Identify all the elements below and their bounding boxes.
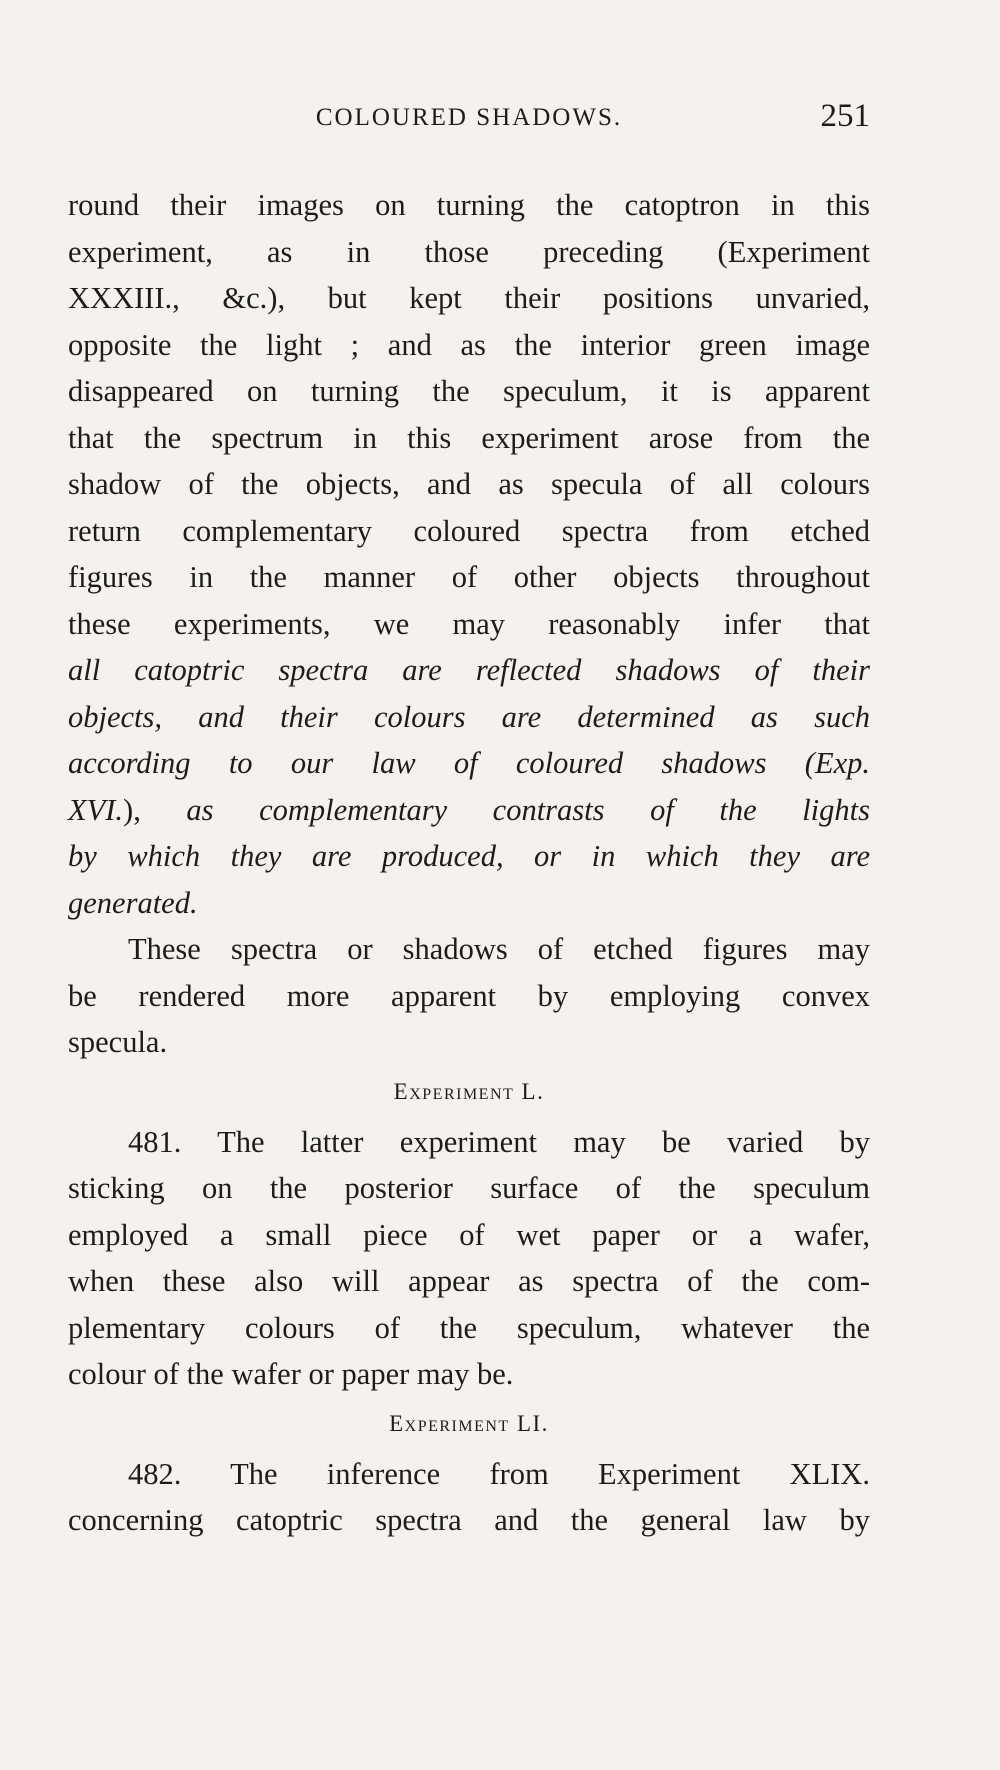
paragraph: [68, 926, 870, 1066]
italic-fragment: according to our law of coloured shadows (: [68, 746, 815, 780]
paragraph: [68, 1119, 870, 1398]
text-line: disappeared on turning the speculum, it is apparent: [68, 374, 870, 408]
text-line: that the spectrum in this experiment arose from the: [68, 420, 870, 455]
text-fragment: The latter experiment may be varied by: [217, 1124, 871, 1159]
italic-line: generated.: [68, 885, 198, 920]
body-text: [68, 182, 870, 1544]
text-line: sticking on the posterior surface of the speculum: [68, 1171, 870, 1205]
page-header: [68, 98, 870, 148]
italic-line: all catoptric spectra are reflected shadows of their: [68, 653, 870, 687]
mixed-line: [68, 787, 870, 834]
text-line: employed a small piece of wet paper or a wafer,: [68, 1217, 870, 1252]
text-line: round their images on turning the catoptron in this: [68, 188, 870, 222]
text-line: plementary colours of the speculum, whatever the: [68, 1310, 870, 1345]
text-line: XXXIII., &c.), but kept their positions unvaried,: [68, 281, 870, 315]
paragraph-number: 482.: [128, 1456, 182, 1491]
text-line: be rendered more apparent by employing convex: [68, 978, 870, 1013]
text-line: return complementary coloured spectra from etched: [68, 513, 870, 548]
paragraph: [68, 1451, 870, 1544]
italic-fragment: XVI.: [68, 792, 124, 827]
text-line: shadow of the objects, and as specula of all colours: [68, 467, 870, 501]
text-line: figures in the manner of other objects throughout: [68, 560, 870, 594]
text-line: these experiments, we may reasonably infer that: [68, 606, 870, 641]
text-fragment: The inference from Experiment XLIX.: [230, 1456, 871, 1491]
italic-fragment: as complementary contrasts of the lights: [186, 792, 870, 827]
section-heading: Experiment LI.: [389, 1410, 549, 1436]
paragraph-continued: [68, 182, 870, 926]
text-line: colour of the wafer or paper may be.: [68, 1357, 514, 1391]
text-line: specula.: [68, 1025, 168, 1059]
roman-fragment: ),: [123, 792, 187, 827]
mixed-line: [68, 740, 870, 787]
text-line: opposite the light ; and as the interior green image: [68, 327, 870, 362]
running-head: COLOURED SHADOWS.: [315, 104, 623, 131]
section-heading: Experiment L.: [393, 1078, 545, 1104]
text-line: [68, 1451, 870, 1498]
italic-line: objects, and their colours are determined as such: [68, 699, 870, 734]
text-line: when these also will appear as spectra of the com-: [68, 1264, 870, 1298]
text-line: concerning catoptric spectra and the general law by: [68, 1503, 870, 1537]
italic-line: by which they are produced, or in which they are: [68, 839, 870, 873]
text-line: These spectra or shadows of etched figures may: [128, 932, 870, 966]
text-line: experiment, as in those preceding (Experiment: [68, 234, 870, 269]
text-line: [68, 1119, 870, 1166]
italic-fragment: Exp.: [814, 746, 870, 780]
page-number: 251: [820, 98, 870, 134]
paragraph-number: 481.: [128, 1124, 182, 1159]
